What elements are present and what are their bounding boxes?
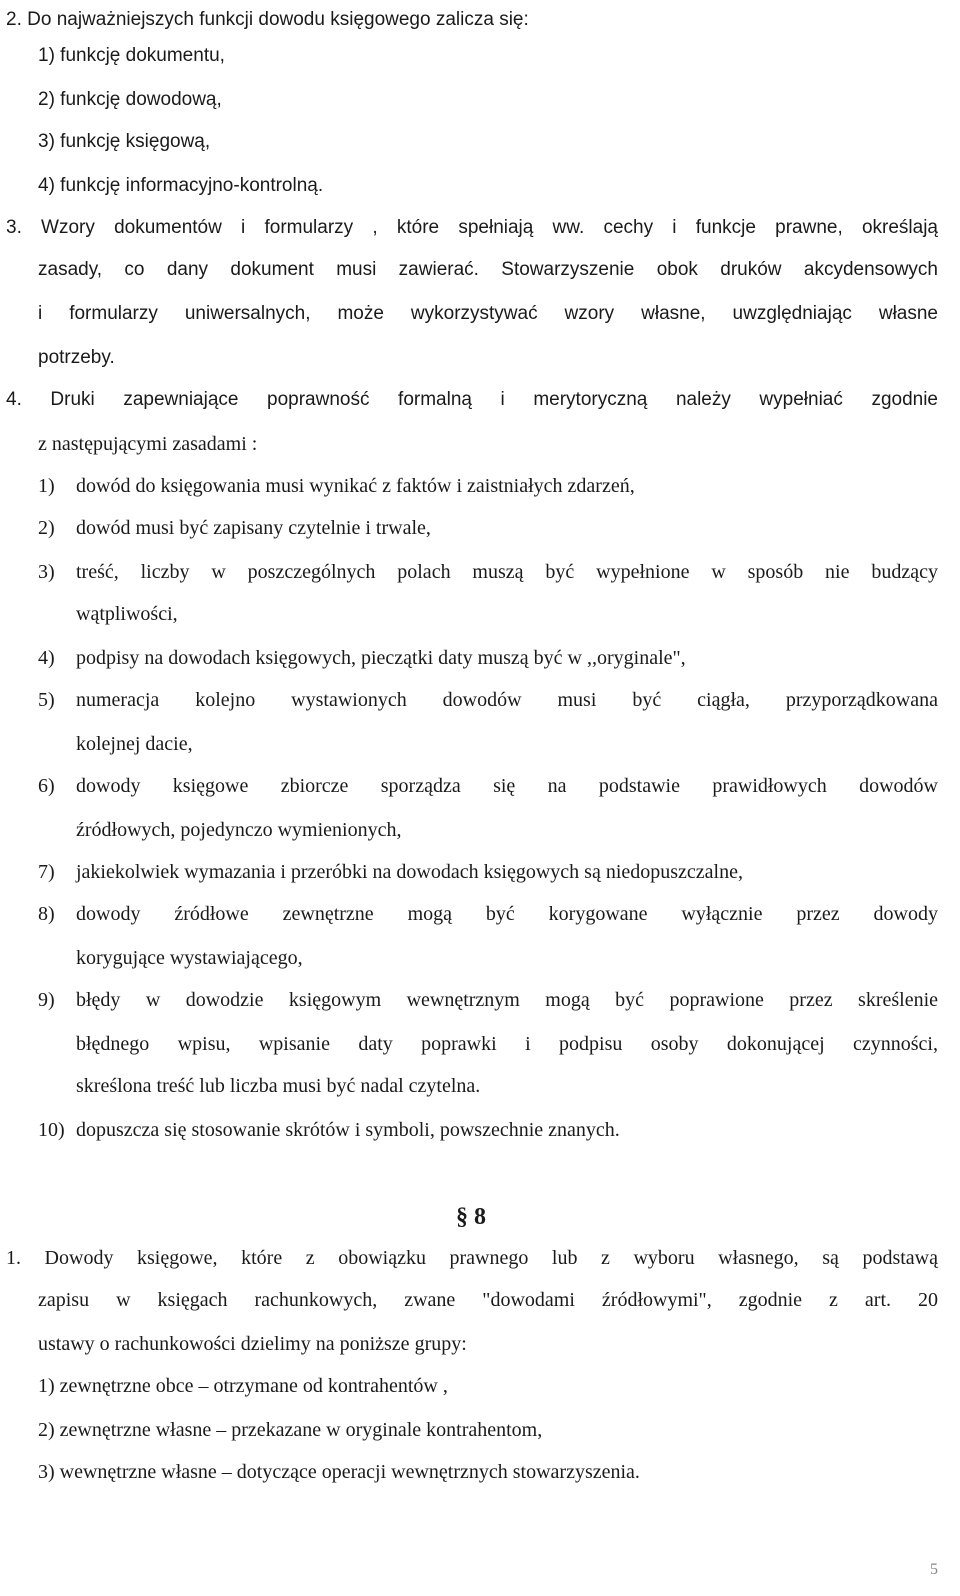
section-heading — [456, 1203, 486, 1231]
rule-8-text-line-1: dowody źródłowe zewnętrzne mogą być korygowane wyłącznie przez dowody — [76, 903, 938, 925]
rule-9-number: 9) — [38, 989, 55, 1011]
rule-1-number: 1) — [38, 475, 55, 497]
rule-9-text-line-3: skreślona treść lub liczba musi być nadal czytelna. — [76, 1075, 481, 1097]
rule-8-text-line-2: korygujące wystawiającego, — [76, 947, 303, 969]
item-3-line-4: potrzeby. — [38, 347, 115, 368]
rule-10-text: dopuszcza się stosowanie skrótów i symboli, powszechnie znanych. — [76, 1119, 620, 1141]
rule-7-text: jakiekolwiek wymazania i przeróbki na dowodach księgowych są niedopuszczalne, — [76, 861, 743, 883]
item-3-line-1: 3. Wzory dokumentów i formularzy , które spełniają ww. cechy i funkcje prawne, określają — [6, 217, 938, 238]
item-3-line-3: i formularzy uniwersalnych, może wykorzystywać wzory własne, uwzględniając własne — [38, 303, 938, 324]
rule-2-text: dowód musi być zapisany czytelnie i trwale, — [76, 517, 431, 539]
rule-6-text-line-2: źródłowych, pojedynczo wymienionych, — [76, 819, 402, 841]
rule-5-text-line-1: numeracja kolejno wystawionych dowodów musi być ciągła, przyporządkowana — [76, 689, 938, 711]
rule-6-text-line-1: dowody księgowe zbiorcze sporządza się na podstawie prawidłowych dowodów — [76, 775, 938, 797]
item-2-heading: 2. Do najważniejszych funkcji dowodu księgowego zalicza się: — [6, 9, 529, 30]
section-number: 8 — [474, 1204, 486, 1230]
rule-4-number: 4) — [38, 647, 55, 669]
rule-5-text-line-2: kolejnej dacie, — [76, 733, 193, 755]
rule-6-number: 6) — [38, 775, 55, 797]
item-2-sub-1: 1) funkcję dokumentu, — [38, 45, 225, 66]
rule-3-text-line-1: treść, liczby w poszczególnych polach muszą być wypełnione w sposób nie budzący — [76, 561, 938, 583]
item-4-line-1: 4. Druki zapewniające poprawność formalną i merytoryczną należy wypełniać zgodnie — [6, 389, 938, 410]
s8-line-2: zapisu w księgach rachunkowych, zwane "dowodami źródłowymi", zgodnie z art. 20 — [38, 1289, 938, 1311]
rule-7-number: 7) — [38, 861, 55, 883]
rule-8-number: 8) — [38, 903, 55, 925]
rule-5-number: 5) — [38, 689, 55, 711]
rule-3-text-line-2: wątpliwości, — [76, 603, 178, 625]
section-symbol: § — [456, 1204, 468, 1230]
rule-10-number: 10) — [38, 1119, 65, 1141]
rule-1-text: dowód do księgowania musi wynikać z faktów i zaistniałych zdarzeń, — [76, 475, 635, 497]
s8-group-3: 3) wewnętrzne własne – dotyczące operacji wewnętrznych stowarzyszenia. — [38, 1461, 640, 1483]
rule-9-text-line-1: błędy w dowodzie księgowym wewnętrznym mogą być poprawione przez skreślenie — [76, 989, 938, 1011]
item-3-line-2: zasady, co dany dokument musi zawierać. Stowarzyszenie obok druków akcydensowych — [38, 259, 938, 280]
page-number: 5 — [930, 1561, 938, 1578]
s8-line-1: 1. Dowody księgowe, które z obowiązku prawnego lub z wyboru własnego, są podstawą — [6, 1247, 938, 1269]
item-2-sub-3: 3) funkcję księgową, — [38, 131, 211, 152]
rule-2-number: 2) — [38, 517, 55, 539]
item-2-sub-2: 2) funkcję dowodową, — [38, 89, 222, 110]
rule-9-text-line-2: błędnego wpisu, wpisanie daty poprawki i podpisu osoby dokonującej czynności, — [76, 1033, 938, 1055]
s8-line-3: ustawy o rachunkowości dzielimy na poniższe grupy: — [38, 1333, 467, 1355]
item-2-sub-4: 4) funkcję informacyjno-kontrolną. — [38, 175, 324, 196]
item-4-line-2: z następującymi zasadami : — [38, 433, 258, 455]
s8-group-2: 2) zewnętrzne własne – przekazane w oryginale kontrahentom, — [38, 1419, 543, 1441]
rule-4-text: podpisy na dowodach księgowych, pieczątki daty muszą być w ,,oryginale", — [76, 647, 686, 669]
rule-3-number: 3) — [38, 561, 55, 583]
s8-group-1: 1) zewnętrzne obce – otrzymane od kontrahentów , — [38, 1375, 448, 1397]
